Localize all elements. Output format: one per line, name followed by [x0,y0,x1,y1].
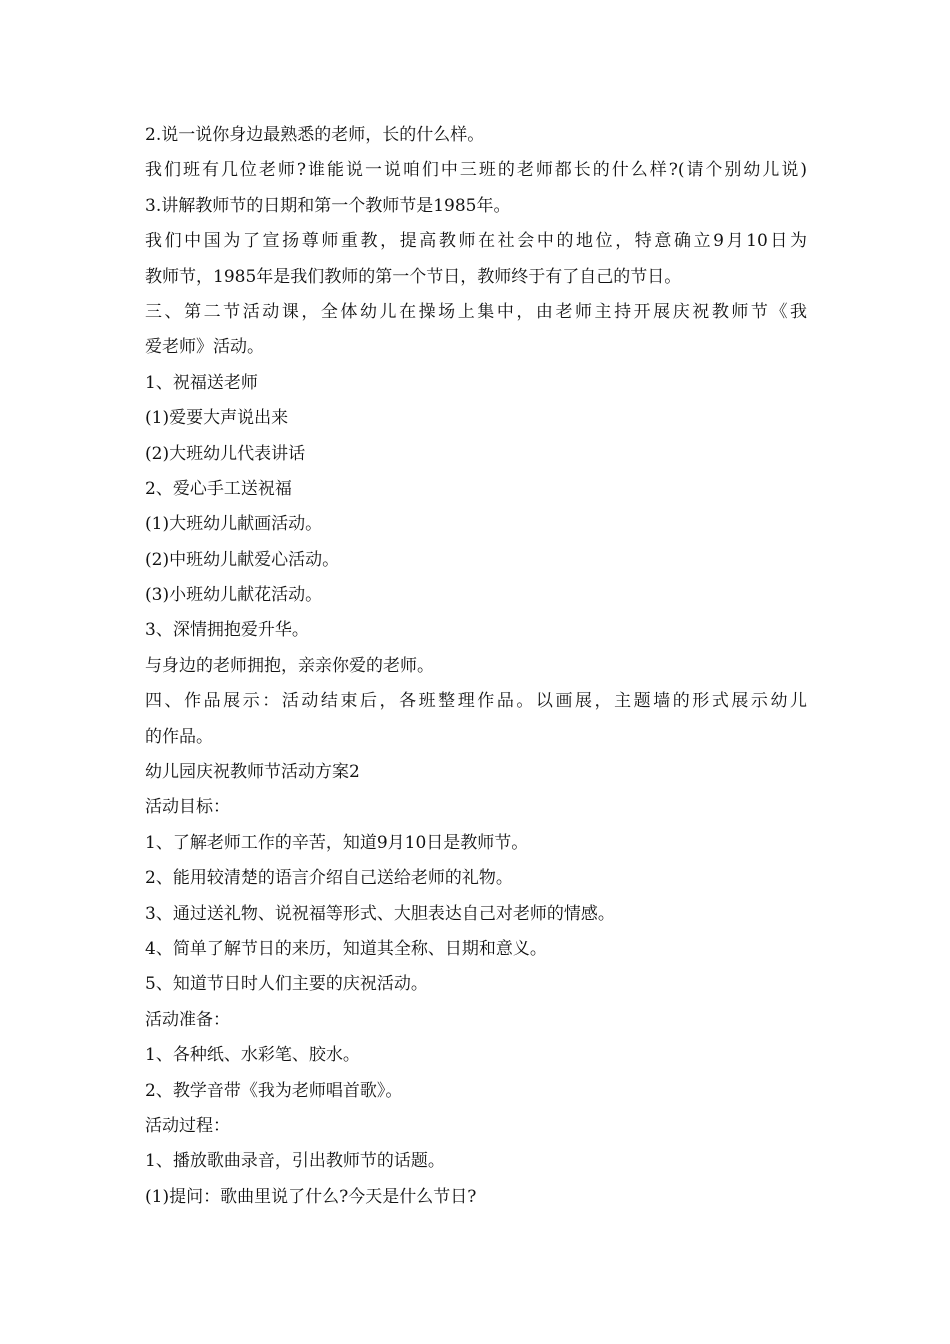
text-line: 4、简单了解节日的来历，知道其全称、日期和意义。 [145,938,547,959]
text-line: 的作品。 [145,726,213,747]
text-line: 三、第二节活动课，全体幼儿在操场上集中，由老师主持开展庆祝教师节《我 [145,301,807,322]
text-line: 1、祝福送老师 [145,372,258,393]
text-line: (2)大班幼儿代表讲话 [145,443,306,464]
text-line: (1)大班幼儿献画活动。 [145,514,323,535]
text-line: (2)中班幼儿献爱心活动。 [145,549,340,570]
document-body [145,118,807,1215]
text-line: (1)爱要大声说出来 [145,408,289,429]
text-line: 我们中国为了宣扬尊师重教，提高教师在社会中的地位，特意确立9月10日为 [145,231,807,252]
text-line: (1)提问：歌曲里说了什么?今天是什么节日? [145,1186,477,1207]
text-line: 活动目标： [145,797,230,818]
text-line: 2.说一说你身边最熟悉的老师，长的什么样。 [145,125,485,145]
text-line: 1、了解老师工作的辛苦，知道9月10日是教师节。 [145,832,529,853]
text-line: 幼儿园庆祝教师节活动方案2 [145,762,360,783]
text-line: 2、爱心手工送祝福 [145,478,292,499]
text-line: 5、知道节日时人们主要的庆祝活动。 [145,974,428,995]
text-line: 教师节，1985年是我们教师的第一个节日，教师终于有了自己的节日。 [145,266,682,287]
text-line: 活动过程： [145,1115,230,1136]
text-line: 3.讲解教师节的日期和第一个教师节是1985年。 [145,195,511,216]
text-line: 3、通过送礼物、说祝福等形式、大胆表达自己对老师的情感。 [145,903,615,924]
text-line: (3)小班幼儿献花活动。 [145,585,323,606]
text-line: 活动准备： [145,1009,230,1030]
text-line: 2、能用较清楚的语言介绍自己送给老师的礼物。 [145,868,513,889]
text-line: 与身边的老师拥抱，亲亲你爱的老师。 [145,655,434,676]
text-line: 四、作品展示：活动结束后，各班整理作品。以画展，主题墙的形式展示幼儿 [145,691,807,712]
text-line: 爱老师》活动。 [145,337,264,358]
text-line: 2、教学音带《我为老师唱首歌》。 [145,1080,403,1101]
text-line: 1、播放歌曲录音，引出教师节的话题。 [145,1151,445,1172]
text-line: 1、各种纸、水彩笔、胶水。 [145,1045,360,1066]
text-line: 我们班有几位老师?谁能说一说咱们中三班的老师都长的什么样?(请个别幼儿说) [145,160,807,181]
text-line: 3、深情拥抱爱升华。 [145,620,309,641]
